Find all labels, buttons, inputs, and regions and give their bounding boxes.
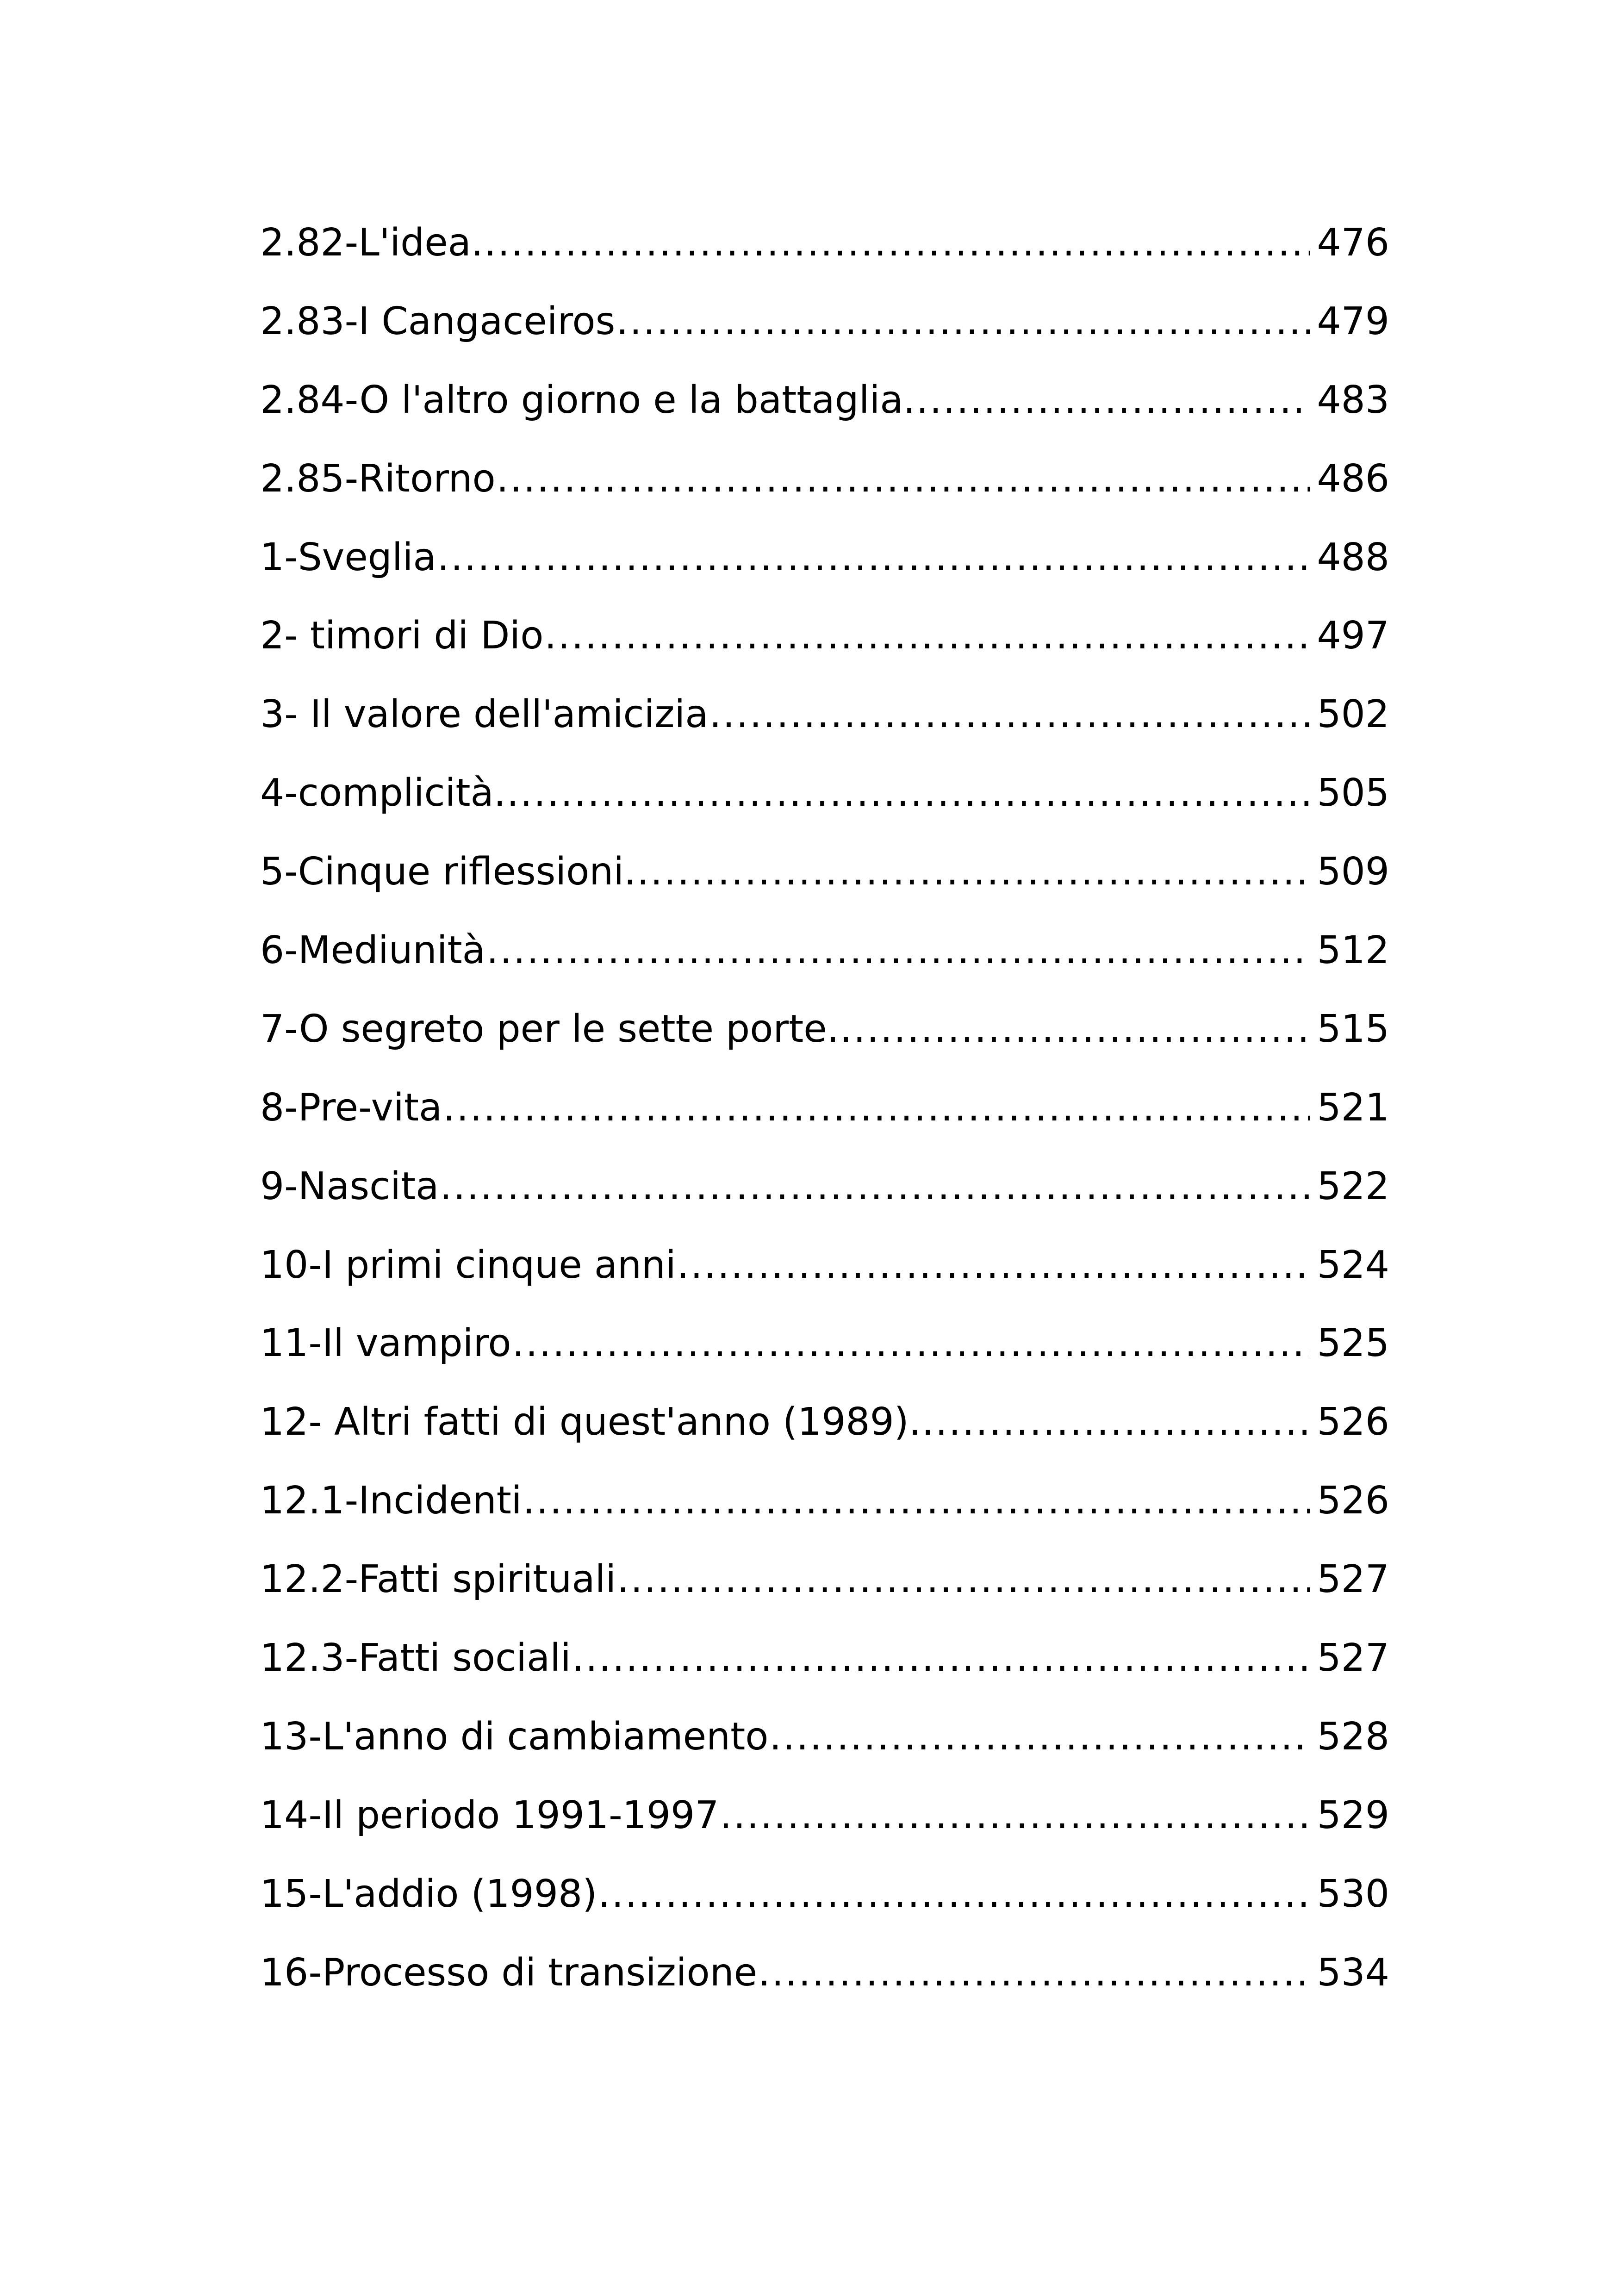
toc-entry-title: 1-Sveglia [260,535,436,579]
toc-entry[interactable] [260,1776,1389,1855]
toc-entry-title: 14-Il periodo 1991-1997 [260,1793,719,1837]
toc-entry-title: 12.2-Fatti spirituali [260,1557,616,1602]
toc-entry-page: 505 [1317,771,1389,815]
toc-entry[interactable] [260,597,1389,675]
toc-entry[interactable] [260,754,1389,833]
toc-entry-page: 488 [1317,535,1389,579]
table-of-contents [260,204,1389,2012]
toc-leader-dots [440,1147,1310,1226]
toc-leader-dots [616,282,1310,361]
toc-entry-title: 6-Mediunità [260,928,485,973]
toc-entry-title: 11-Il vampiro [260,1321,511,1366]
toc-entry-page: 509 [1317,850,1389,894]
toc-entry-page: 525 [1317,1321,1389,1366]
toc-entry[interactable] [260,1069,1389,1147]
toc-entry-title: 12.3-Fatti sociali [260,1636,571,1680]
toc-entry[interactable] [260,1540,1389,1619]
toc-entry[interactable] [260,361,1389,440]
toc-entry-title: 7-O segreto per le sette porte. [260,1007,839,1051]
toc-leader-dots [598,1855,1310,1934]
toc-leader-dots [486,911,1311,990]
toc-entry-page: 522 [1317,1164,1389,1208]
toc-entry[interactable] [260,1619,1389,1698]
toc-entry-title: 3- Il valore dell'amicizia [260,692,709,737]
toc-leader-dots [523,1462,1311,1540]
toc-entry-title: 9-Nascita [260,1164,439,1208]
toc-leader-dots [507,754,1311,833]
toc-entry[interactable] [260,833,1389,911]
toc-entry-title: 16-Processo di transizione [260,1950,758,1995]
toc-entry-page: 512 [1317,928,1389,973]
toc-entry-title: 5-Cinque riflessioni. [260,850,636,894]
toc-entry[interactable] [260,1304,1389,1383]
toc-entry-page: 528 [1317,1714,1389,1759]
toc-entry[interactable] [260,1383,1389,1462]
toc-entry-page: 527 [1317,1636,1389,1680]
toc-leader-dots [758,1934,1310,2012]
toc-entry[interactable] [260,518,1389,597]
toc-entry-page: 529 [1317,1793,1389,1837]
toc-leader-dots [512,1304,1311,1383]
toc-entry-page: 530 [1317,1872,1389,1916]
toc-entry-page: 524 [1317,1243,1389,1287]
toc-entry-page: 521 [1317,1085,1389,1130]
toc-entry-page: 497 [1317,614,1389,658]
toc-entry-page: 502 [1317,692,1389,737]
toc-entry-page: 476 [1317,221,1389,265]
toc-leader-dots [443,1069,1310,1147]
toc-entry-title: 8-Pre-vita [260,1085,442,1130]
toc-entry-page: 534 [1317,1950,1389,1995]
toc-entry[interactable] [260,282,1389,361]
toc-entry-title: 10-I primi cinque anni [260,1243,676,1287]
toc-leader-dots [544,597,1310,675]
toc-entry[interactable] [260,1147,1389,1226]
toc-entry-title: 4-complicità. [260,771,506,815]
toc-entry[interactable] [260,1855,1389,1934]
toc-entry[interactable] [260,1934,1389,2012]
toc-leader-dots [437,518,1311,597]
toc-entry-title: 15-L'addio (1998) [260,1872,597,1916]
toc-leader-dots [840,990,1311,1069]
toc-entry[interactable] [260,990,1389,1069]
toc-entry-title: 12- Altri fatti di quest'anno (1989). [260,1400,921,1444]
toc-leader-dots [769,1698,1310,1776]
toc-leader-dots [709,675,1310,754]
toc-leader-dots [637,833,1310,911]
toc-leader-dots [497,440,1311,518]
toc-entry[interactable] [260,1462,1389,1540]
toc-entry-page: 526 [1317,1400,1389,1444]
toc-entry[interactable] [260,1698,1389,1776]
toc-leader-dots [677,1226,1311,1305]
toc-entry-title: 12.1-Incidenti [260,1479,522,1523]
toc-entry-title: 2.83-I Cangaceiros [260,299,616,343]
toc-entry-title: 2.85-Ritorno [260,456,496,501]
toc-entry-page: 483 [1317,378,1389,422]
toc-leader-dots [572,1619,1311,1698]
toc-leader-dots [617,1540,1310,1619]
toc-entry-page: 527 [1317,1557,1389,1602]
toc-entry-page: 515 [1317,1007,1389,1051]
toc-entry-page: 486 [1317,456,1389,501]
toc-leader-dots [922,1383,1311,1462]
toc-entry[interactable] [260,675,1389,754]
toc-entry-title: 2.82-L'idea. [260,221,483,265]
toc-entry-page: 526 [1317,1479,1389,1523]
toc-leader-dots [484,204,1310,282]
toc-entry[interactable] [260,440,1389,518]
toc-leader-dots [720,1776,1310,1855]
toc-leader-dots [916,361,1311,440]
toc-entry-title: 2- timori di Dio [260,614,544,658]
toc-entry-title: 13-L'anno di cambiamento [260,1714,769,1759]
toc-entry[interactable] [260,1226,1389,1305]
toc-entry-title: 2.84-O l'altro giorno e la battaglia. [260,378,915,422]
toc-entry[interactable] [260,204,1389,282]
toc-entry-page: 479 [1317,299,1389,343]
toc-entry[interactable] [260,911,1389,990]
